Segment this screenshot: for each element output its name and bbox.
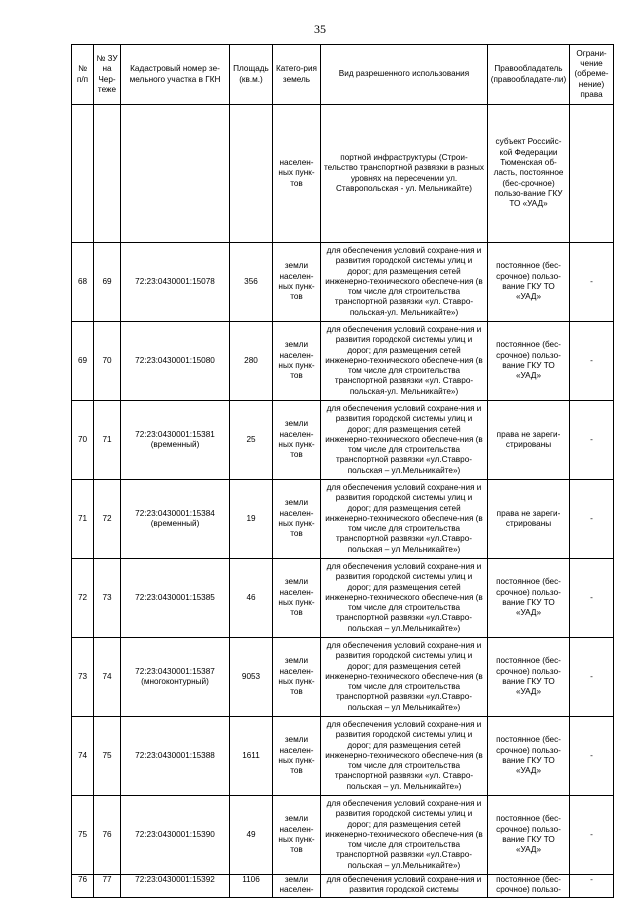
cell-restriction: -	[570, 322, 614, 401]
cell-cadastral: 72:23:0430001:15078	[121, 243, 230, 322]
cell-holder: права не зареги-стрированы	[488, 480, 570, 559]
cell-cadastral: 72:23:0430001:15392	[121, 875, 230, 898]
table-row	[72, 875, 614, 898]
cell-restriction: -	[570, 638, 614, 717]
cell-cadastral: 72:23:0430001:15388	[121, 717, 230, 796]
cell-num: 76	[72, 875, 94, 898]
cell-num: 69	[72, 322, 94, 401]
cell-restriction: -	[570, 875, 614, 898]
table-row	[72, 401, 614, 480]
cell-area: 19	[230, 480, 273, 559]
cell-use: для обеспечения условий сохране-ния и развития городской системы улиц и дорог; для размещения сетей инженерно-технического обеспече-ния (в том числе для строительства транспортной развязки «ул.Ставро-польская – ул.Мельникайте»)	[321, 559, 488, 638]
cell-area: 1106	[230, 875, 273, 898]
cell-restriction: -	[570, 480, 614, 559]
header-use: Вид разрешенного использования	[321, 45, 488, 105]
header-category: Катего-рия земель	[273, 45, 321, 105]
cell-area: 25	[230, 401, 273, 480]
cell-num: 72	[72, 559, 94, 638]
cell-zu: 77	[94, 875, 121, 898]
cell-cadastral: 72:23:0430001:15384 (временный)	[121, 480, 230, 559]
cell-num: 71	[72, 480, 94, 559]
cell-num: 75	[72, 796, 94, 875]
cell-cadastral	[121, 105, 230, 243]
header-area: Площадь (кв.м.)	[230, 45, 273, 105]
cell-num: 74	[72, 717, 94, 796]
cell-category: земли населен-ных пунк-тов	[273, 322, 321, 401]
cell-use: для обеспечения условий сохране-ния и развития городской системы улиц и дорог; для размещения сетей инженерно-технического обеспече-ния (в том числе для строительства транспортной развязки «ул. Ставро-польская – ул. Мельникайте»)	[321, 717, 488, 796]
cell-holder: постоянное (бес-срочное) пользо-	[488, 875, 570, 898]
table-row	[72, 322, 614, 401]
cell-use: для обеспечения условий сохране-ния и развития городской системы улиц и дорог; для размещения сетей инженерно-технического обеспече-ния (в том числе для строительства транспортной развязки «ул.Ставро-польская – ул Мельникайте»)	[321, 480, 488, 559]
cell-use: портной инфраструктуры (Строи-тельство транспортной развязки в разных уровнях на пересечении ул. Ставропольская - ул. Мельникайте)	[321, 105, 488, 243]
cell-use: для обеспечения условий сохране-ния и развития городской системы улиц и дорог; для размещения сетей инженерно-технического обеспече-ния (в том числе для строительства транспортной развязки «ул.Ставро-польская – ул Мельникайте»)	[321, 638, 488, 717]
cell-category: земли населен-ных пунк-тов	[273, 243, 321, 322]
cell-restriction: -	[570, 717, 614, 796]
cell-category: земли населен-	[273, 875, 321, 898]
cell-category: земли населен-ных пунк-тов	[273, 401, 321, 480]
header-holder: Правообладатель (правообладате-ли)	[488, 45, 570, 105]
cell-use: для обеспечения условий сохране-ния и развития городской системы	[321, 875, 488, 898]
cell-zu: 76	[94, 796, 121, 875]
cell-category: населен-ных пунк-тов	[273, 105, 321, 243]
cell-restriction: -	[570, 243, 614, 322]
cell-zu	[94, 105, 121, 243]
table-row	[72, 717, 614, 796]
page-number: 35	[314, 22, 326, 36]
cell-category: земли населен-ных пунк-тов	[273, 480, 321, 559]
cell-use: для обеспечения условий сохране-ния и развития городской системы улиц и дорог; для размещения сетей инженерно-технического обеспече-ния (в том числе для строительства транспортной развязки «ул.Ставро-польская – ул.Мельникайте»)	[321, 796, 488, 875]
cell-area: 46	[230, 559, 273, 638]
cell-holder: постоянное (бес-срочное) пользо-вание ГКУ ТО «УАД»	[488, 717, 570, 796]
cell-cadastral: 72:23:0430001:15381 (временный)	[121, 401, 230, 480]
cell-restriction: -	[570, 796, 614, 875]
cell-holder: субъект Российс-кой Федерации Тюменская об-ласть, постоянное (бес-срочное) пользо-вание ГКУ ТО «УАД»	[488, 105, 570, 243]
cell-holder: постоянное (бес-срочное) пользо-вание ГКУ ТО «УАД»	[488, 243, 570, 322]
cell-zu: 75	[94, 717, 121, 796]
cell-area: 356	[230, 243, 273, 322]
land-plots-table	[71, 44, 614, 898]
cell-zu: 70	[94, 322, 121, 401]
cell-use: для обеспечения условий сохране-ния и развития городской системы улиц и дорог; для размещения сетей инженерно-технического обеспече-ния (в том числе для строительства транспортной развязки «ул. Ставро-польская-ул. Мельникайте»)	[321, 322, 488, 401]
cell-num: 73	[72, 638, 94, 717]
cell-category: земли населен-ных пунк-тов	[273, 717, 321, 796]
cell-holder: постоянное (бес-срочное) пользо-вание ГКУ ТО «УАД»	[488, 322, 570, 401]
cell-cadastral: 72:23:0430001:15390	[121, 796, 230, 875]
table-row	[72, 105, 614, 243]
cell-area: 9053	[230, 638, 273, 717]
cell-restriction: -	[570, 559, 614, 638]
cell-area: 1611	[230, 717, 273, 796]
cell-use: для обеспечения условий сохране-ния и развития городской системы улиц и дорог; для размещения сетей инженерно-технического обеспече-ния (в том числе для строительства транспортной развязки «ул. Ставро-польская-ул. Мельникайте»)	[321, 243, 488, 322]
cell-holder: постоянное (бес-срочное) пользо-вание ГКУ ТО «УАД»	[488, 559, 570, 638]
cell-use: для обеспечения условий сохране-ния и развития городской системы улиц и дорог; для размещения сетей инженерно-технического обеспече-ния (в том числе для строительства транспортной развязки «ул.Ставро-польская – ул.Мельникайте»)	[321, 401, 488, 480]
cell-zu: 69	[94, 243, 121, 322]
cell-holder: права не зареги-стрированы	[488, 401, 570, 480]
cell-num: 70	[72, 401, 94, 480]
cell-zu: 73	[94, 559, 121, 638]
cell-num: 68	[72, 243, 94, 322]
header-num: № п/п	[72, 45, 94, 105]
table-row	[72, 559, 614, 638]
cell-zu: 74	[94, 638, 121, 717]
cell-holder: постоянное (бес-срочное) пользо-вание ГКУ ТО «УАД»	[488, 796, 570, 875]
cell-restriction: -	[570, 401, 614, 480]
header-zu: № ЗУ на Чер-теже	[94, 45, 121, 105]
table-row	[72, 796, 614, 875]
cell-zu: 72	[94, 480, 121, 559]
header-restriction: Ограни-чение (обреме-нение) права	[570, 45, 614, 105]
table-row	[72, 243, 614, 322]
cell-area: 280	[230, 322, 273, 401]
cell-cadastral: 72:23:0430001:15387 (многоконтурный)	[121, 638, 230, 717]
cell-zu: 71	[94, 401, 121, 480]
cell-cadastral: 72:23:0430001:15385	[121, 559, 230, 638]
cell-cadastral: 72:23:0430001:15080	[121, 322, 230, 401]
cell-num	[72, 105, 94, 243]
cell-category: земли населен-ных пунк-тов	[273, 796, 321, 875]
table-row	[72, 480, 614, 559]
table-header	[72, 45, 614, 105]
table-row	[72, 638, 614, 717]
cell-area: 49	[230, 796, 273, 875]
cell-category: земли населен-ных пунк-тов	[273, 638, 321, 717]
cell-area	[230, 105, 273, 243]
cell-category: земли населен-ных пунк-тов	[273, 559, 321, 638]
header-cadastral: Кадастровый номер зе-мельного участка в ГКН	[121, 45, 230, 105]
cell-restriction	[570, 105, 614, 243]
cell-holder: постоянное (бес-срочное) пользо-вание ГКУ ТО «УАД»	[488, 638, 570, 717]
